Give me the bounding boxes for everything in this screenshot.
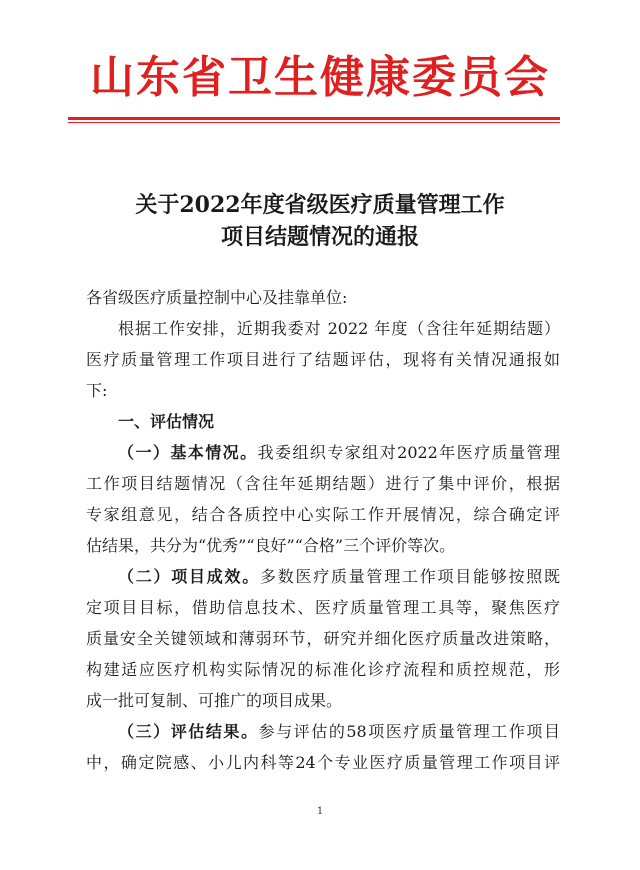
subsection-2-line-2: 定项目目标，借助信息技术、医疗质量管理工具等，聚焦医疗 xyxy=(86,598,560,617)
subsection-3-line-1 xyxy=(86,716,560,747)
document-body xyxy=(86,282,560,778)
subsection-2-line-3: 质量安全关键领域和薄弱环节，研究并细化医疗质量改进策略， xyxy=(86,629,560,648)
subsection-2-line-1 xyxy=(86,561,560,592)
recipient-line: 各省级医疗质量控制中心及挂靠单位: xyxy=(86,288,348,307)
subsection-2-text-1: 多数医疗质量管理工作项目能够按照既 xyxy=(260,567,560,586)
subsection-1-line-2: 工作项目结题情况（含往年延期结题）进行了集中评价，根据 xyxy=(86,474,560,493)
subsection-2-lead: （二）项目成效。 xyxy=(118,567,260,586)
subsection-2-line-4: 构建适应医疗机构实际情况的标准化诊疗流程和质控规范，形 xyxy=(86,660,560,679)
subsection-1-text-1: 我委组织专家组对2022年医疗质量管理 xyxy=(257,443,560,462)
intro-line-3: 下: xyxy=(86,381,108,400)
subsection-3-line-2: 中，确定院感、小儿内科等24个专业医疗质量管理工作项目评 xyxy=(86,753,560,772)
issuing-organization-header: 山东省卫生健康委员会 xyxy=(90,52,550,103)
intro-line-2: 医疗质量管理工作项目进行了结题评估，现将有关情况通报如 xyxy=(86,350,560,369)
page-number: 1 xyxy=(316,806,324,817)
document-title-line-1: 关于2022年度省级医疗质量管理工作 xyxy=(135,192,505,218)
subsection-1-line-1 xyxy=(86,437,560,468)
subsection-1-line-3: 专家组意见，结合各质控中心实际工作开展情况，综合确定评 xyxy=(86,505,560,524)
section-heading-evaluation: 一、评估情况 xyxy=(118,412,215,431)
subsection-3-text-1: 参与评估的58项医疗质量管理工作项目 xyxy=(258,722,560,741)
header-red-rule-thin xyxy=(68,122,560,123)
subsection-3-lead: （三）评估结果。 xyxy=(118,722,259,741)
subsection-2-line-5: 成一批可复制、可推广的项目成果。 xyxy=(86,691,343,710)
intro-line-1: 根据工作安排，近期我委对 2022 年度（含往年延期结题） xyxy=(118,319,560,338)
document-title-line-2: 项目结题情况的通报 xyxy=(220,224,419,250)
subsection-1-line-4: 估结果，共分为“优秀”“良好”“合格”三个评价等次。 xyxy=(86,536,456,555)
header-red-rule-thick xyxy=(68,117,560,120)
subsection-1-lead: （一）基本情况。 xyxy=(118,443,258,462)
